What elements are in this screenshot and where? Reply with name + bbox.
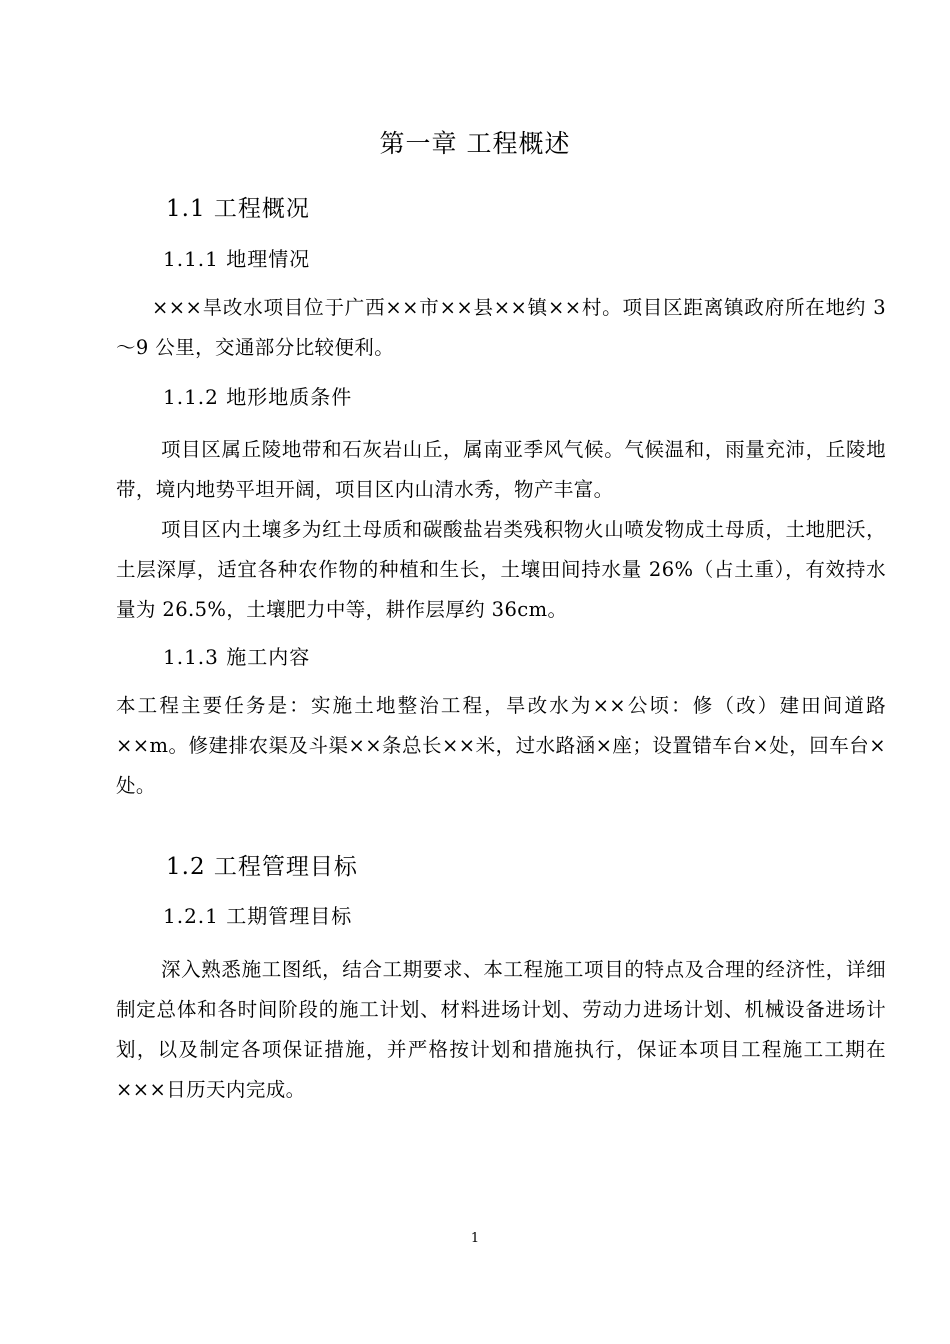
paragraph-construction-content: 本工程主要任务是：实施土地整治工程，旱改水为××公顷：修（改）建田间道路××m。修建排农渠及斗渠××条总长××米，过水路涵×座；设置错车台×处，回车台×处。 [116,694,886,797]
paragraph-soil: 项目区内土壤多为红土母质和碳酸盐岩类残积物火山喷发物成土母质，土地肥沃，土层深厚，适宜各种农作物的种植和生长，土壤田间持水量 26%（占土重），有效持水量为 26.5%，土壤肥力中等，耕作层厚约 36cm。 [116,518,886,621]
subsection-heading-1-1-3: 1.1.3 施工内容 [163,645,311,669]
page-number: 1 [470,1231,480,1246]
paragraph-geography: ×××旱改水项目位于广西××市××县××镇××村。项目区距离镇政府所在地约 3～9 公里，交通部分比较便利。 [116,296,886,359]
section-heading-1-2: 1.2 工程管理目标 [166,854,358,880]
paragraph-schedule-goal: 深入熟悉施工图纸，结合工期要求、本工程施工项目的特点及合理的经济性，详细制定总体和各时间阶段的施工计划、材料进场计划、劳动力进场计划、机械设备进场计划，以及制定各项保证措施，并严格按计划和措施执行，保证本项目工程施工工期在×××日历天内完成。 [116,958,886,1101]
section-heading-1-1: 1.1 工程概况 [166,196,310,222]
chapter-title: 第一章 工程概述 [379,129,571,158]
subsection-heading-1-2-1: 1.2.1 工期管理目标 [163,904,353,928]
paragraph-terrain: 项目区属丘陵地带和石灰岩山丘，属南亚季风气候。气候温和，雨量充沛，丘陵地带，境内地势平坦开阔，项目区内山清水秀，物产丰富。 [116,438,886,501]
subsection-heading-1-1-1: 1.1.1 地理情况 [163,247,311,271]
subsection-heading-1-1-2: 1.1.2 地形地质条件 [163,385,353,409]
